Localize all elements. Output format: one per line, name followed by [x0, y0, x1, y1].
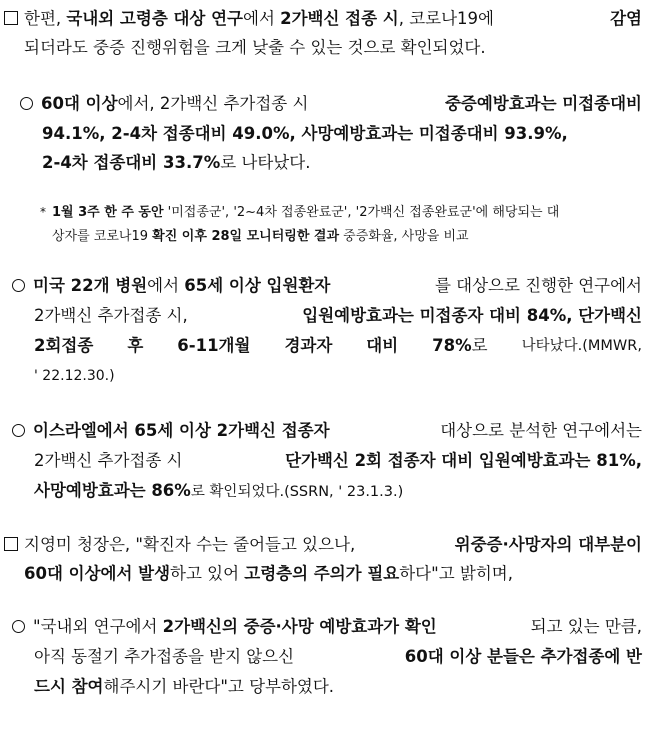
text-line	[34, 647, 642, 667]
text-line	[34, 366, 115, 386]
text-run: 나타났다.(MMWR,	[521, 338, 642, 354]
text-run-bold: 1월 3주 한 주 동안	[52, 205, 164, 220]
text-run-bold: 경과자	[284, 336, 333, 355]
text-run: 지영미 청장은, "확진자 수는 줄어들고 있으나,	[24, 535, 361, 554]
text-run: 2가백신 추가접종 시	[34, 451, 188, 470]
text-run: 하다"고 밝히며,	[399, 564, 513, 583]
text-run: 대상으로 분석한 연구에서는	[434, 421, 642, 440]
text-run-bold: 위중증·사망자의 대부분이	[454, 535, 642, 554]
text-run-bold: 78%	[432, 336, 472, 355]
text-run: 상자를 코로나19	[52, 229, 153, 244]
text-run-bold: 94.1%, 2-4차 접종대비 49.0%, 사망예방효과는 미접종대비 93.9%,	[42, 124, 568, 143]
text-run: 로 나타났다.	[220, 153, 311, 172]
text-line	[52, 228, 469, 246]
text-line	[4, 9, 642, 29]
text-run-bold: 65세 이상 입원환자	[184, 276, 331, 295]
text-run-bold: 드시 참여	[34, 677, 104, 696]
text-run: 를 대상으로 진행한 연구에서	[434, 276, 642, 295]
text-line	[40, 203, 559, 222]
text-line	[12, 276, 642, 296]
text-run-bold: 60대 이상	[41, 94, 118, 113]
text-run: "국내외 연구에서	[33, 617, 163, 636]
text-run: 해주시기 바란다"고 당부하였다.	[103, 677, 335, 696]
text-run: 에서	[147, 276, 185, 295]
text-run-bold: 60대 이상에서 발생	[24, 564, 171, 583]
text-run: 2가백신 추가접종 시,	[34, 306, 193, 325]
text-run: 로	[471, 336, 488, 355]
text-run-bold: 확진 이후 28일 모니터링한 결과	[152, 229, 340, 244]
text-run-bold: 대비	[366, 336, 399, 355]
text-line	[4, 535, 642, 555]
square-bullet-icon	[4, 537, 18, 551]
text-line	[24, 38, 486, 58]
text-run-bold: 미국 22개 병원	[33, 276, 148, 295]
text-run: 아직 동절기 추가접종을 받지 않으신	[34, 647, 300, 666]
text-line	[42, 153, 310, 173]
text-line	[24, 564, 513, 584]
circle-bullet-icon	[20, 97, 33, 110]
text-line	[12, 421, 642, 441]
circle-bullet-icon	[12, 279, 25, 292]
text-run-bold: 6-11개월	[177, 336, 251, 355]
asterisk-mark: *	[40, 205, 46, 219]
text-run-bold: 2회접종	[34, 336, 94, 355]
text-run: 되고 있는 만큼,	[530, 617, 642, 636]
text-run: 되더라도 중증 진행위험을 크게 낮출 수 있는 것으로 확인되었다.	[24, 38, 486, 57]
text-line	[12, 617, 642, 637]
text-run: 한편,	[24, 9, 67, 28]
text-run-bold: 2가백신의 중증·사망 예방효과가 확인	[162, 617, 437, 636]
text-run: , 코로나19에	[398, 9, 500, 28]
square-bullet-icon	[4, 11, 18, 25]
text-run-bold: 국내외 고령층 대상 연구	[66, 9, 243, 28]
text-run-bold: 2가백신 접종 시	[280, 9, 399, 28]
text-run: 에서	[243, 9, 281, 28]
text-run: ' 22.12.30.)	[34, 368, 115, 384]
text-run-bold: 중증예방효과는 미접종대비	[444, 94, 642, 113]
text-run: 에서, 2가백신 추가접종 시	[117, 94, 314, 113]
text-run: 로 확인되었다.(SSRN, ' 23.1.3.)	[190, 484, 404, 500]
text-run-bold: 입원예방효과는 미접종자 대비 84%, 단가백신	[302, 306, 642, 325]
text-run-bold: 2-4차 접종대비 33.7%	[42, 153, 221, 172]
text-run-bold: 고령층의 주의가 필요	[244, 564, 400, 583]
text-line	[34, 677, 334, 697]
text-line	[34, 306, 642, 326]
text-run: 중증화율, 사망을 비교	[339, 229, 469, 244]
text-line	[42, 124, 568, 144]
text-line	[34, 336, 642, 356]
circle-bullet-icon	[12, 424, 25, 437]
circle-bullet-icon	[12, 620, 25, 633]
text-run-bold: 감염	[610, 9, 642, 28]
text-line	[20, 94, 642, 114]
text-run: 하고 있어	[170, 564, 245, 583]
text-line	[34, 481, 403, 502]
text-run: '미접종군', '2~4차 접종완료군', '2가백신 접종완료군'에 해당되는 대	[163, 205, 560, 220]
text-run-bold: 사망예방효과는 86%	[34, 481, 191, 500]
text-line	[34, 451, 642, 471]
text-run-bold: 단가백신 2회 접종자 대비 입원예방효과는 81%,	[285, 451, 642, 470]
text-run-bold: 60대 이상 분들은 추가접종에 반	[404, 647, 642, 666]
text-run-bold: 후	[127, 336, 144, 355]
text-run-bold: 이스라엘에서 65세 이상 2가백신 접종자	[33, 421, 330, 440]
